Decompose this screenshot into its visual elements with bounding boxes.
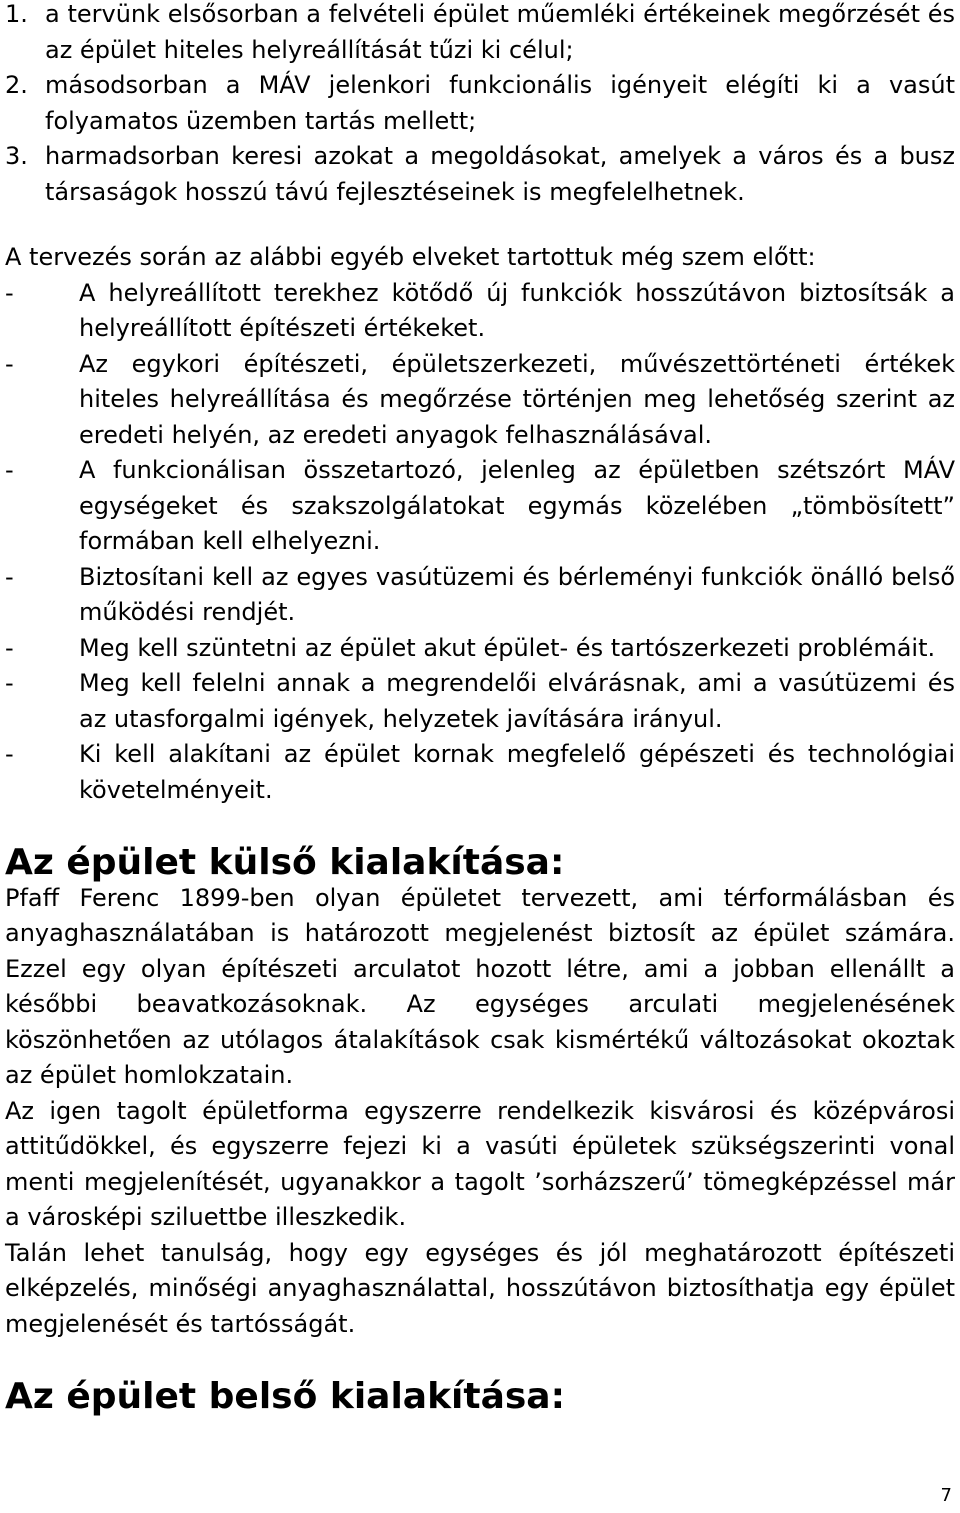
paragraph: Az igen tagolt épületforma egyszerre rendelkezik kisvárosi és középvárosi attitűdökkel, és egyszerre fejezi ki a vasúti épületek szükségszerinti vonal menti megjelenítését, ugyanakkor a tagolt ’sorházszerű’ tömegképzéssel már a városképi sziluettbe illeszkedik.	[5, 1096, 955, 1231]
list-item	[5, 347, 955, 454]
list-item-text: Ki kell alakítani az épület kornak megfelelő gépészeti és technológiai követelményeit.	[79, 740, 955, 804]
dash-marker: -	[5, 633, 14, 662]
dash-list	[5, 276, 955, 809]
paragraph: Pfaff Ferenc 1899-ben olyan épületet tervezett, ami térformálásban és anyaghasználatában is határozott megjelenést biztosít az épület számára. Ezzel egy olyan építészeti arculatot hozott létre, ami a jobban ellenállt a későbbi beavatkozásoknak. Az egységes arculati megjelenésének köszönhetően az utólagos átalakítások csak kismértékű változásokat okoztak az épület homlokzatain.	[5, 883, 955, 1089]
list-item-text: Az egykori építészeti, épületszerkezeti, művészettörténeti értékek hiteles helyreállítása és megőrzése történjen meg lehetőség szerint az eredeti helyén, az eredeti anyagok felhasználásával.	[79, 349, 955, 449]
list-item-text: másodsorban a MÁV jelenkori funkcionális igényeit elégíti ki a vasút folyamatos üzemben tartás mellett;	[45, 71, 955, 135]
list-item	[5, 631, 955, 667]
list-item-text: a tervünk elsősorban a felvételi épület műemléki értékeinek megőrzését és az épület hiteles helyreállítását tűzi ki célul;	[45, 0, 955, 64]
section-heading-interior: Az épület belső kialakítása:	[5, 1376, 565, 1417]
document-page	[5, 0, 955, 1415]
list-item-text: A helyreállított terekhez kötődő új funkciók hosszútávon biztosítsák a helyreállított építészeti értékeket.	[79, 278, 955, 342]
list-item-text: A funkcionálisan összetartozó, jelenleg az épületben szétszórt MÁV egységeket és szakszolgálatokat egymás közelében „tömbösített” formában kell elhelyezni.	[79, 456, 955, 555]
list-item	[5, 68, 955, 139]
paragraph: Talán lehet tanulság, hogy egy egységes és jól meghatározott építészeti elképzelés, minőségi anyaghasználattal, hosszútávon biztosíthatja egy épület megjelenését és tartósságát.	[5, 1238, 955, 1338]
list-item	[5, 453, 955, 560]
dash-marker: -	[5, 669, 14, 697]
dash-marker: -	[5, 740, 14, 768]
list-number: 1.	[5, 0, 28, 28]
list-item-text: Meg kell felelni annak a megrendelői elvárásnak, ami a vasútüzemi és az utasforgalmi igények, helyzetek javítására irányul.	[79, 669, 955, 733]
dash-marker: -	[5, 562, 14, 591]
list-number: 3.	[5, 142, 28, 170]
list-item	[5, 737, 955, 808]
dash-marker: -	[5, 349, 14, 378]
list-item	[5, 560, 955, 631]
page-number: 7	[940, 1485, 952, 1506]
list-item-text: Biztosítani kell az egyes vasútüzemi és bérleményi funkciók önálló belső működési rendjét.	[79, 562, 955, 626]
section-heading-exterior: Az épület külső kialakítása:	[5, 842, 565, 883]
list-item	[5, 276, 955, 347]
principles-intro: A tervezés során az alábbi egyéb elveket tartottuk még szem előtt:	[5, 243, 816, 271]
list-item	[5, 666, 955, 737]
list-item	[5, 139, 955, 210]
dash-marker: -	[5, 456, 14, 484]
list-number: 2.	[5, 71, 28, 99]
dash-marker: -	[5, 278, 14, 307]
list-item-text: harmadsorban keresi azokat a megoldásokat, amelyek a város és a busz társaságok hosszú távú fejlesztéseinek is megfelelhetnek.	[45, 142, 955, 206]
numbered-list	[5, 0, 955, 210]
list-item-text: Meg kell szüntetni az épület akut épület- és tartószerkezeti problémáit.	[79, 633, 936, 662]
list-item	[5, 0, 955, 68]
